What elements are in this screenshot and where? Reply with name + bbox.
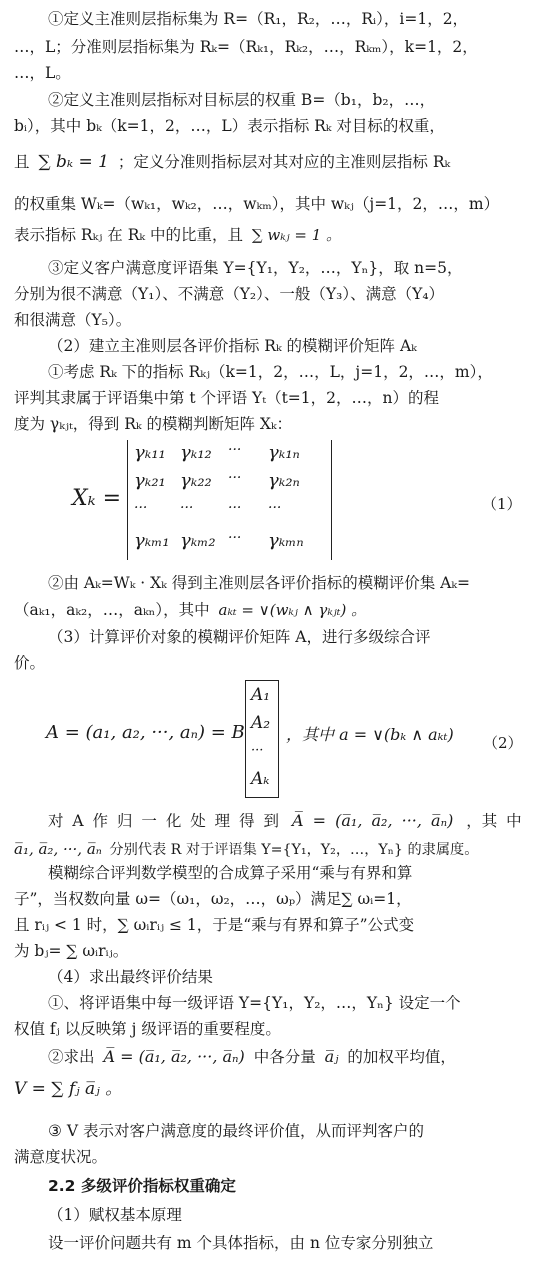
text-line: ①、将评语集中每一级评语 Y={Y₁，Y₂，…，Yₙ} 设定一个: [48, 994, 461, 1012]
vector-cell: A₂: [251, 713, 271, 733]
matrix-xk: [127, 440, 332, 560]
vector-cell: Aₖ: [251, 769, 270, 789]
text-line: 评判其隶属于评语集中第 t 个评语 Yₜ（t=1，2，…，n）的程: [14, 389, 439, 407]
matrix-cell: ···: [268, 500, 282, 516]
text-line: …，L。: [14, 64, 71, 82]
equation-number: （1）: [482, 495, 522, 513]
text-line: [14, 222, 530, 248]
text-fragment: 表示指标 Rₖⱼ 在 Rₖ 中的比重，且: [14, 226, 243, 244]
text-line: 度为 γₖⱼₜ，得到 Rₖ 的模糊判断矩阵 Xₖ：: [14, 415, 293, 433]
text-line: 且 rᵢⱼ < 1 时，∑ ωᵢrᵢⱼ ≤ 1，于是“乘与有界和算子”公式变: [14, 916, 415, 934]
eq2-rhs: ，其中 a = ∨(bₖ ∧ aₖₜ): [286, 725, 454, 744]
text-fragment: ；定义分准则指标层对其对应的主准则层指标 Rₖ: [117, 153, 451, 171]
text-line: （2）建立主准则层各评价指标 Rₖ 的模糊评价矩阵 Aₖ: [48, 337, 417, 355]
matrix-cell: ···: [180, 500, 194, 516]
matrix-cell: ···: [228, 442, 242, 458]
matrix-cell: γₖ₂₁: [134, 470, 166, 491]
equation-number: （2）: [483, 734, 523, 752]
text-line: ③定义客户满意度评语集 Y={Y₁，Y₂，…，Yₙ}，取 n=5，: [48, 259, 463, 277]
text-line: 价。: [14, 654, 46, 672]
v-formula: V = ∑ fⱼ a̅ⱼ 。: [14, 1079, 123, 1099]
text-fragment: 的加权平均值，: [347, 1048, 456, 1066]
matrix-cell: γₖ₂ₙ: [268, 470, 300, 491]
matrix-cell: γₖ₂₂: [180, 470, 212, 491]
eq2-lhs: A = (a₁, a₂, ···, aₙ) = B: [46, 722, 245, 743]
eq2-vector: [245, 680, 279, 798]
text-line: [14, 836, 530, 863]
vector-cell: A₁: [251, 685, 271, 705]
abar-formula: A̅ = (a̅₁, a̅₂, ···, a̅ₙ): [291, 811, 454, 830]
matrix-cell: γₖₘₙ: [268, 530, 304, 551]
text-line: 分别为很不满意（Y₁）、不满意（Y₂）、一般（Y₃）、满意（Y₄）: [14, 285, 445, 303]
matrix-cell: γₖ₁₂: [180, 442, 212, 463]
matrix-cell: ···: [228, 470, 242, 486]
matrix-cell: γₖₘ₂: [180, 530, 216, 551]
text-fragment: 分别代表 R 对于评语集 Y={Y₁，Y₂，…，Yₙ} 的隶属度。: [109, 842, 479, 858]
sum-w-formula: ∑ wₖⱼ = 1 。: [251, 226, 342, 244]
text-line: [14, 1076, 530, 1102]
text-line: 设一评价问题共有 m 个具体指标，由 n 位专家分别独立: [48, 1234, 434, 1252]
matrix-cell: γₖₘ₁: [134, 530, 170, 551]
text-line: 权值 fⱼ 以反映第 j 级评语的重要程度。: [14, 1020, 281, 1038]
matrix-cell: ···: [228, 530, 242, 546]
text-line: [48, 1044, 530, 1070]
text-line: 模糊综合评判数学模型的合成算子采用“乘与有界和算: [48, 864, 413, 882]
vector-cell: ···: [251, 743, 264, 758]
text-line: ③ V 表示对客户满意度的最终评价值，从而评判客户的: [48, 1122, 424, 1140]
matrix-cell: ···: [134, 500, 148, 516]
sum-b-formula: ∑ bₖ = 1: [38, 152, 109, 172]
text-fragment: 中各分量: [253, 1048, 316, 1066]
text-line: （3）计算评价对象的模糊评价矩阵 A，进行多级综合评: [48, 628, 431, 646]
text-fragment: 且: [14, 153, 30, 171]
text-fragment: 对 A 作 归 一 化 处 理 得 到: [48, 812, 280, 830]
text-line: …，L；分准则层指标集为 Rₖ=（Rₖ₁，Rₖ₂，…，Rₖₘ），k=1，2，: [14, 38, 478, 56]
matrix-cell: γₖ₁₁: [134, 442, 166, 463]
text-line: ①考虑 Rₖ 下的指标 Rₖⱼ（k=1，2，…，L，j=1，2，…，m），: [48, 363, 493, 381]
text-line: 的权重集 Wₖ=（wₖ₁，wₖ₂，…，wₖₘ），其中 wₖⱼ（j=1，2，…，m）: [14, 195, 500, 213]
akt-formula: aₖₜ = ∨(wₖⱼ ∧ γₖⱼₜ) 。: [218, 601, 367, 619]
matrix-lhs: Xₖ =: [72, 486, 122, 511]
text-line: （1）赋权基本原理: [48, 1206, 182, 1224]
text-line: bᵢ），其中 bₖ（k=1，2，…，L）表示指标 Rₖ 对目标的权重，: [14, 117, 445, 135]
matrix-cell: γₖ₁ₙ: [268, 442, 300, 463]
text-fragment: （aₖ₁，aₖ₂，…，aₖₙ），其中: [14, 601, 210, 619]
text-line: ②由 Aₖ=Wₖ · Xₖ 得到主准则层各评价指标的模糊评价集 Aₖ=: [48, 574, 471, 592]
text-line: （4）求出最终评价结果: [48, 968, 213, 986]
matrix-cell: ···: [228, 500, 242, 516]
abar-j-formula: a̅ⱼ: [324, 1047, 339, 1066]
text-line: 为 bⱼ= ∑ ωᵢrᵢⱼ。: [14, 942, 129, 960]
section-heading: 2.2 多级评价指标权重确定: [48, 1177, 236, 1195]
text-line: [48, 808, 530, 834]
text-line: 满意度状况。: [14, 1148, 108, 1166]
text-fragment: ，其 中: [466, 812, 522, 830]
abar-formula: A̅ = (a̅₁, a̅₂, ···, a̅ₙ): [103, 1047, 245, 1066]
text-line: [14, 597, 530, 623]
text-line: 和很满意（Y₅）。: [14, 311, 132, 329]
text-line: 子”，当权数向量 ω=（ω₁，ω₂，…，ωₚ）满足∑ ωᵢ=1，: [14, 890, 412, 908]
text-fragment: ②求出: [48, 1048, 95, 1066]
text-line: ②定义主准则层指标对目标层的权重 B=（b₁，b₂，…，: [48, 91, 436, 109]
text-line: ①定义主准则层指标集为 R=（R₁，R₂，…，Rᵢ），i=1，2，: [48, 10, 469, 28]
abar-list-formula: a̅₁, a̅₂, ···, a̅ₙ: [14, 840, 102, 858]
text-line: [14, 149, 530, 175]
